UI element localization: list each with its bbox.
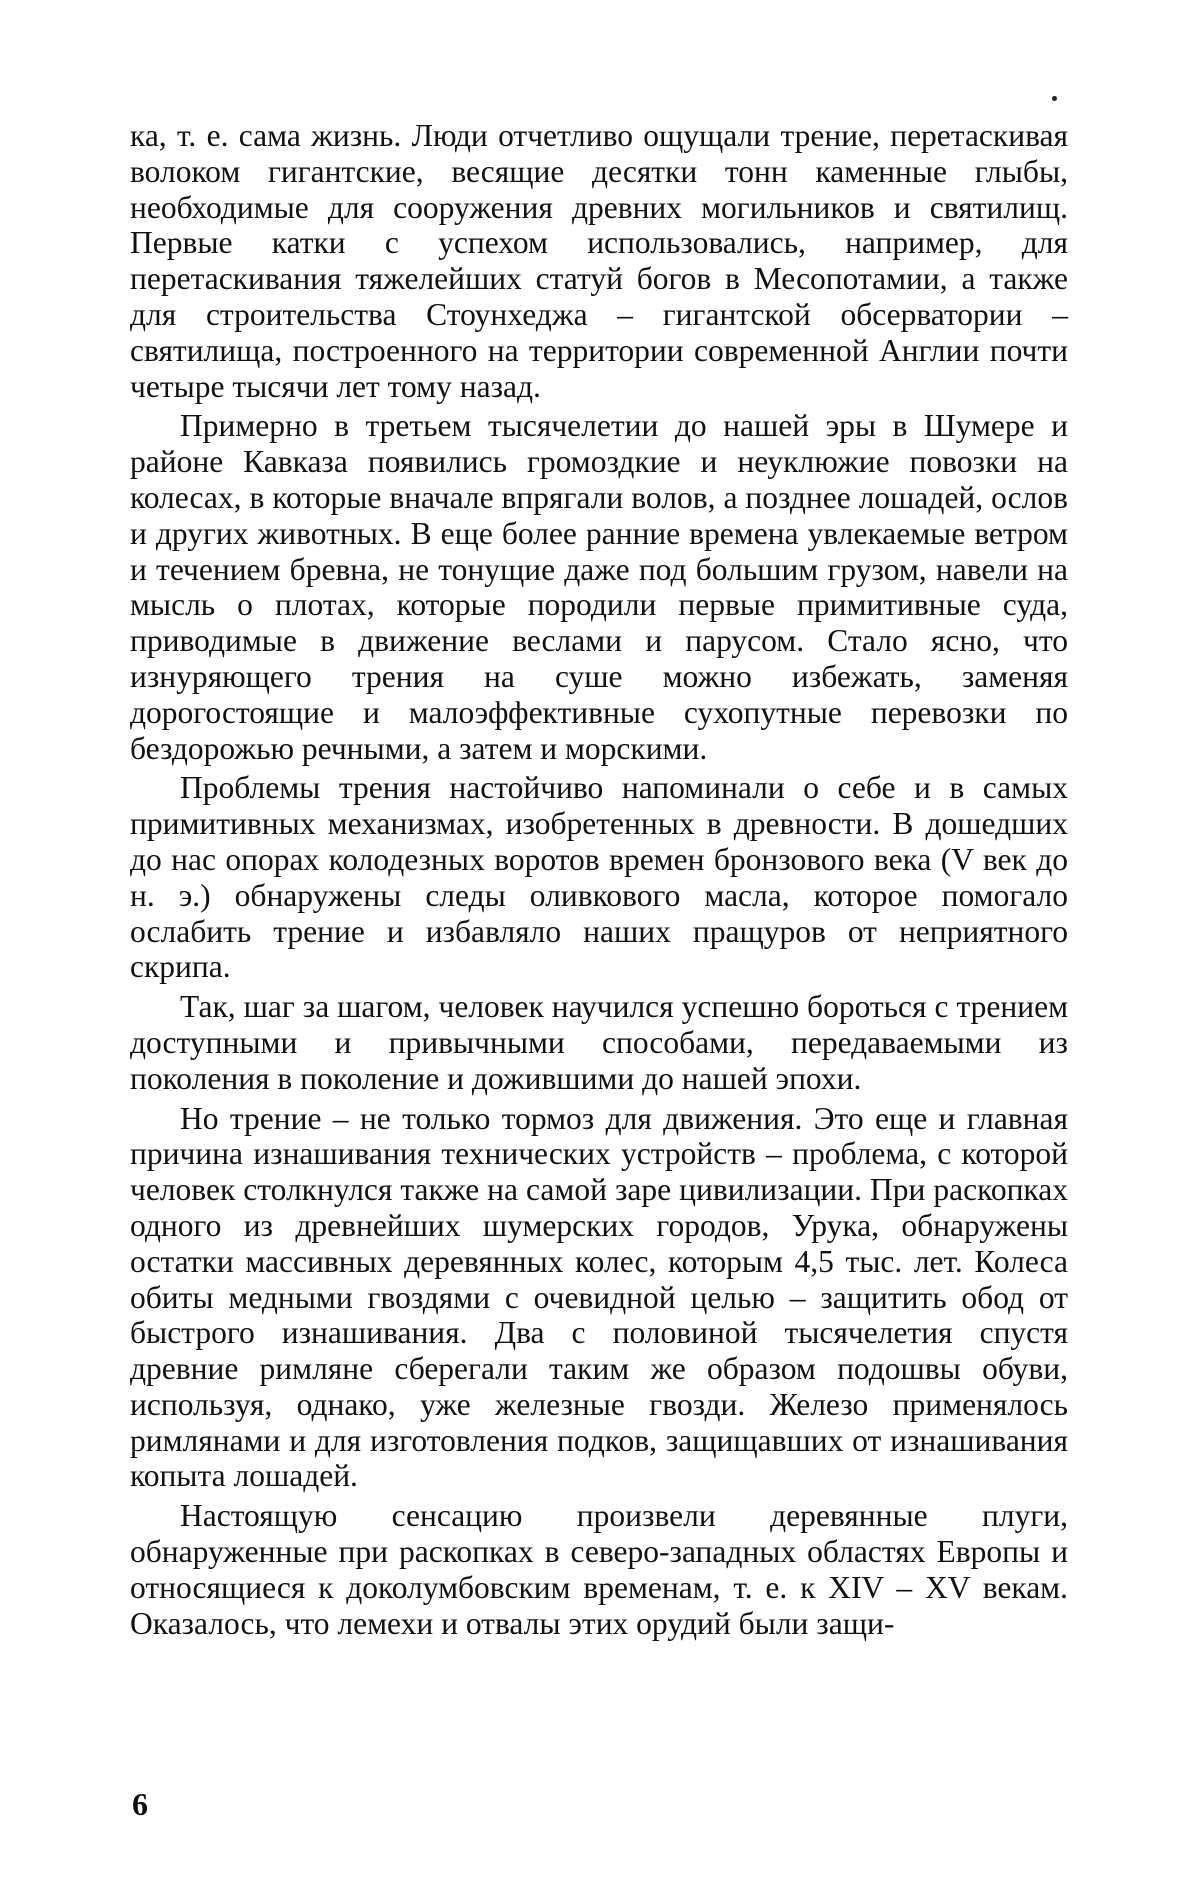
paragraph: Но трение – не только тормоз для движения. Это еще и главная причина изнашивания технических устройств – проблема, с которой человек столкнулся также на самой заре цивилизации. При раскопках одного из древнейших шумерских городов, Урука, обнаружены остатки массивных деревянных колес, которым 4,5 тыс. лет. Колеса обиты медными гвоздями с очевидной целью – защитить обод от быстрого изнашивания. Два с половиной тысячелетия спустя древние римляне сберегали таким же образом подошвы обуви, используя, однако, уже железные гвозди. Железо применялось римлянами и для изготовления подков, защищавших от изнашивания копыта лошадей.	[130, 1100, 1068, 1494]
paragraph-continued: ка, т. е. сама жизнь. Люди отчетливо ощущали трение, перетаскивая волоком гигантские, весящие десятки тонн каменные глыбы, необходимые для сооружения древних могильников и святилищ. Первые катки с успехом использовались, например, для перетаскивания тяжелейших статуй богов в Месопотамии, а также для строительства Стоунхеджа – гигантской обсерватории – святилища, построенного на территории современной Англии почти четыре тысячи лет тому назад.	[130, 118, 1068, 404]
page-body	[130, 118, 1068, 1641]
print-speck	[1052, 96, 1057, 101]
paragraph: Проблемы трения настойчиво напоминали о себе и в самых примитивных механизмах, изобретенных в древности. В дошедших до нас опорах колодезных воротов времен бронзового века (V век до н. э.) обнаружены следы оливкового масла, которое помогало ослабить трение и избавляло наших пращуров от неприятного скрипа.	[130, 770, 1068, 985]
page-number: 6	[132, 1786, 148, 1822]
paragraph: Так, шаг за шагом, человек научился успешно бороться с трением доступными и привычными способами, передаваемыми из поколения в поколение и дожившими до нашей эпохи.	[130, 989, 1068, 1096]
paragraph: Примерно в третьем тысячелетии до нашей эры в Шумере и районе Кавказа появились громоздкие и неуклюжие повозки на колесах, в которые вначале впрягали волов, а позднее лошадей, ослов и других животных. В еще более ранние времена увлекаемые ветром и течением бревна, не тонущие даже под большим грузом, навели на мысль о плотах, которые породили первые примитивные суда, приводимые в движение веслами и парусом. Стало ясно, что изнуряющего трения на суше можно избежать, заменяя дорогостоящие и малоэффективные сухопутные перевозки по бездорожью речными, а затем и морскими.	[130, 408, 1068, 766]
paragraph: Настоящую сенсацию произвели деревянные плуги, обнаруженные при раскопках в северо-западных областях Европы и относящиеся к доколумбовским временам, т. е. к XIV – XV векам. Оказалось, что лемехи и отвалы этих орудий были защи-	[130, 1498, 1068, 1641]
